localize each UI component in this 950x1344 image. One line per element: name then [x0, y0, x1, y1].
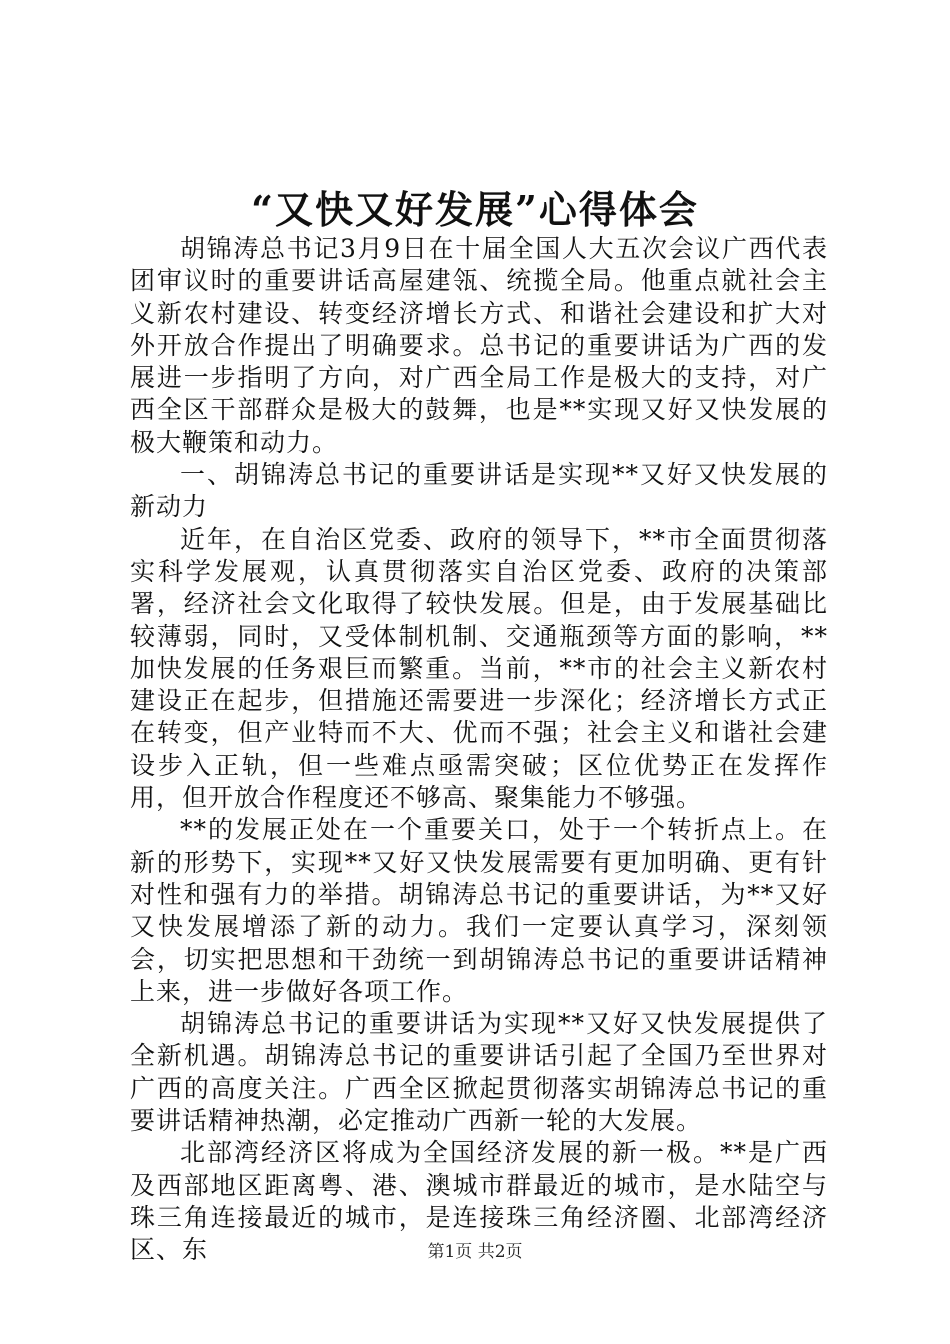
document-body — [130, 233, 828, 1267]
paragraph-new-opportunity: 胡锦涛总书记的重要讲话为实现**又好又快发展提供了全新机遇。胡锦涛总书记的重要讲话引起了全国乃至世界对广西的高度关注。广西全区掀起贯彻落实胡锦涛总书记的重要讲话精神热潮，必定推动广西新一轮的大发展。 — [130, 1009, 828, 1136]
paragraph-intro: 胡锦涛总书记3月9日在十届全国人大五次会议广西代表团审议时的重要讲话高屋建瓴、统揽全局。他重点就社会主义新农村建设、转变经济增长方式、和谐社会建设和扩大对外开放合作提出了明确要求。总书记的重要讲话为广西的发展进一步指明了方向，对广西全局工作是极大的支持，对广西全区干部群众是极大的鼓舞，也是**实现又好又快发展的极大鞭策和动力。 — [130, 234, 828, 457]
document-title: “又快又好发展”心得体会 — [251, 187, 699, 232]
section-heading-1: 一、胡锦涛总书记的重要讲话是实现**又好又快发展的新动力 — [130, 460, 828, 522]
paragraph-recent-development: 近年，在自治区党委、政府的领导下，**市全面贯彻落实科学发展观，认真贯彻落实自治区党委、政府的决策部署，经济社会文化取得了较快发展。但是，由于发展基础比较薄弱，同时，又受体制机制、交通瓶颈等方面的影响，**加快发展的任务艰巨而繁重。当前，**市的社会主义新农村建设正在起步，但措施还需要进一步深化；经济增长方式正在转变，但产业特而不大、优而不强；社会主义和谐社会建设步入正轨，但一些难点亟需突破；区位优势正在发挥作用，但开放合作程度还不够高、聚集能力不够强。 — [130, 524, 828, 813]
paragraph-beibu-gulf: 北部湾经济区将成为全国经济发展的新一极。**是广西及西部地区距离粤、港、澳城市群最近的城市，是水陆空与珠三角连接最近的城市，是连接珠三角经济圈、北部湾经济区、东 — [130, 1138, 828, 1265]
page-footer: 第1页 共2页 — [427, 1242, 523, 1262]
paragraph-turning-point: **的发展正处在一个重要关口，处于一个转折点上。在新的形势下，实现**又好又快发展需要有更加明确、更有针对性和强有力的举措。胡锦涛总书记的重要讲话，为**又好又快发展增添了新的动力。我们一定要认真学习，深刻领会，切实把思想和干劲统一到胡锦涛总书记的重要讲话精神上来，进一步做好各项工作。 — [130, 815, 828, 1006]
